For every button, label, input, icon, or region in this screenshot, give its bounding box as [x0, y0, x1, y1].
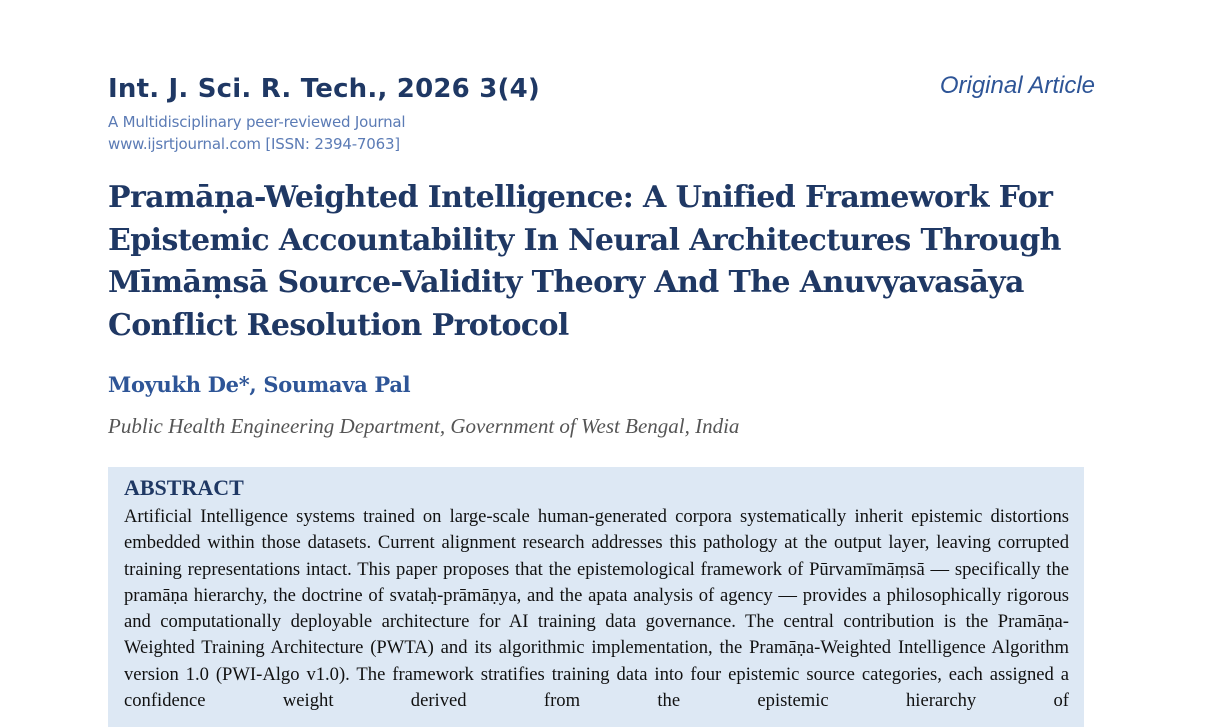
author-affiliation: Public Health Engineering Department, Government of West Bengal, India [108, 414, 740, 438]
article-type-label: Original Article [939, 72, 1095, 99]
abstract-heading: ABSTRACT [124, 475, 244, 500]
abstract-section [108, 467, 1084, 727]
author-list: Moyukh De*, Soumava Pal [108, 372, 411, 397]
journal-subtitle: A Multidisciplinary peer-reviewed Journal [108, 113, 406, 131]
journal-title: Int. J. Sci. R. Tech., 2026 3(4) [108, 74, 540, 104]
abstract-body: Artificial Intelligence systems trained on large-scale human-generated corpora systematically inherit epistemic distortions embedded within those datasets. Current alignment research addresses this pathology at the output layer, leaving corrupted training representations intact. This paper proposes that the epistemological framework of Pūrvamīmāṃsā — specifically the pramāṇa hierarchy, the doctrine of svataḥ-prāmāṇya, and the apata analysis of agency — provides a philosophically rigorous and computationally deployable architecture for AI training data governance. The central contribution is the Pramāṇa-Weighted Training Architecture (PWTA) and its algorithmic implementation, the Pramāṇa-Weighted Intelligence Algorithm version 1.0 (PWI-Algo v1.0). The framework stratifies training data into four epistemic source categories, each assigned a confidence weight derived from the epistemic hierarchy of [124, 506, 1069, 712]
journal-website[interactable]: www.ijsrtjournal.com [ISSN: 2394-7063] [108, 135, 400, 153]
paper-title: Pramāṇa-Weighted Intelligence: A Unified Framework For Epistemic Accountability In Neural Architectures Through Mīmāṃsā Source-Validity Theory And The Anuvyavasāya Conflict Resolution Protocol [108, 180, 1061, 343]
